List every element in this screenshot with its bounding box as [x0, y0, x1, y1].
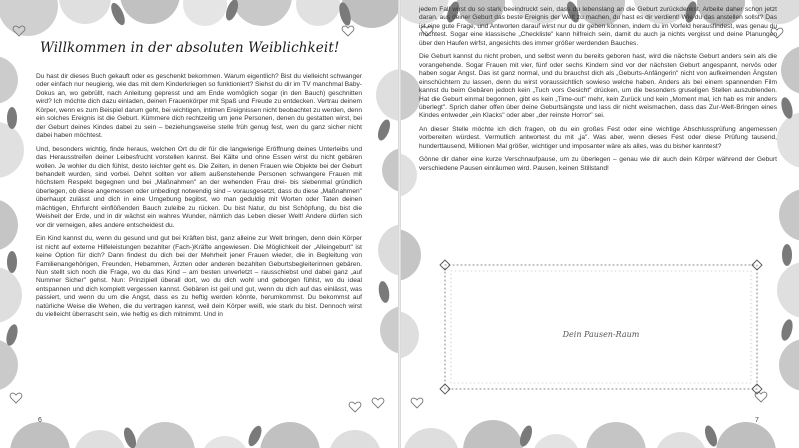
paragraph: An dieser Stelle möchte ich dich fragen, ob du ein großes Fest oder eine wichtige Abschlussprüfung angemessen vorbereiten würdest. Vermutlich antwortest du mit „ja". Was aber, wenn dieses Fest oder diese Prüfung tausend, hunderttausend, Millionen Mal größer, wichtiger und imposanter wäre als alles, was du bisher kanntest? — [419, 125, 777, 150]
right-page — [401, 0, 799, 448]
body-text-left — [36, 73, 362, 325]
paragraph: Ein Kind kannst du, wenn du gesund und gut bei Kräften bist, ganz alleine zur Welt bringen, denn dein Körper ist nicht auf externe Hilfeleistungen bezahlter (Fach-)Kräfte angewiesen. Die Möglichkeit der „Alleingeburt" ist keine Option für dich? Dann findest du dich bei der Mehrheit jener Frauen wieder, die in Begleitung von Familienangehörigen, Freunden, Hebammen, Ärzten oder anderen bezahlten Geburtsbegleiterinnen gebären. Nun stellt sich noch die Frage, wo du das Kind – am besten unverletzt – rausschiebst und dabei ganz „auf Nummer Sicher" gehst. Nun: Prinzipiell überall dort, wo du dich wohl und geborgen fühlst, wo du ideal entspannen und dich komplett vergessen kannst. Gebären ist geil und gut, wenn du dich auf das einlässt, was passiert, und wenn du um die Angst, dass es zu heftig werden könnte, herumkommst. Du bekommst auf natürliche Weise die Wehen, die du vertragen kannst, weil dein Körper weiß, wie stark du bist. Dennoch wirst du vielleicht überrascht sein, wie heftig es dich mitnimmt. Und in — [36, 235, 362, 319]
pause-space-frame — [437, 257, 765, 397]
page-number: 7 — [755, 417, 759, 424]
page-title: Willkommen in der absoluten Weiblichkeit! — [40, 40, 340, 56]
body-text-right — [419, 6, 777, 178]
paragraph: Du hast dir dieses Buch gekauft oder es geschenkt bekommen. Warum eigentlich? Bist du vielleicht schwanger oder einfach nur neugierig, wie das mit dem Kinderkriegen so funktioniert? Siehst du dir im TV manchmal Baby-Dokus an, wo gebrüllt, nach Anleitung gepresst und am Ende womöglich sogar (in den Bauch) geschnitten wird? Ich möchte dich dazu einladen, deinen Frauenkörper mit Spaß und Freude zu entdecken. Vertrau deinem Körper, wenn es zum Beispiel darum geht, bei wichtigen, intimen Ereignissen nicht beobachtet zu werden, denn ein solches Ereignis ist die Geburt. Kümmere dich rechtzeitig um jene Personen, denen du gestatten wirst, bei der Geburt deines Kindes dabei zu sein – beziehungsweise stelle früh genug fest, wen du ganz sicher nicht dabei haben möchtest. — [36, 73, 362, 140]
page-number: 6 — [38, 417, 42, 424]
pause-space-label: Dein Pausen-Raum — [562, 330, 640, 339]
paragraph: Die Geburt kannst du nicht proben, und selbst wenn du bereits geboren hast, wird die nächste Geburt anders sein als die vorangehende. Sogar Frauen mit vier, fünf oder sechs Kindern sind vor der nächsten Geburt angespannt, nervös oder haben sogar Angst. Das ist ganz normal, und du brauchst dich als „Geburts-Anfängerin" nicht von aufkeimenden Ängsten einschüchtern zu lassen, denn du wirst voraussichtlich sowieso welche haben. Anders als bei einem spannenden Film kannst du beim Gebären jedoch kein „Tuch vors Gesicht" drücken, um die besonders gruseligen Stellen auszublenden. Hat die Geburt einmal begonnen, gibt es kein „Time-out" mehr, kein Zurück und kein „Moment mal, ich hab es mir anders überlegt". Sprich daher offen über deine Geburtsängste und lass dir nicht weismachen, dass das Zur-Welt-Bringen eines Kindes entweder „ein Klacks" oder aber „der reinste Horror" sei. — [419, 53, 777, 120]
dotted-frame — [437, 257, 765, 397]
paragraph: Gönne dir daher eine kurze Verschnaufpause, um zu überlegen – genau wie dir auch dein Körper während der Geburt verschiedene Pausen einräumen wird. Pausen, keinen Stillstand! — [419, 156, 777, 172]
left-page — [0, 0, 398, 448]
paragraph: Und, besonders wichtig, finde heraus, welchen Ort du dir für die langwierige Eröffnung deines Unterleibs und das Herausstreifen deiner Leibesfrucht vorstellen kannst. Bei Kälte und ohne Essen wirst du nicht gebären wollen. Je wohler du dich fühlst, desto leichter geht es. Die Zeiten, in denen Frauen wie Objekte bei der Geburt behandelt wurden, sind vorbei. Dehnt sollten vor allem außenstehende Personen schwangere Frauen mit höchstem Respekt begegnen und bei „Maßnahmen" an der wehenden Frau drei- bis siebenmal gründlich überlegen, ob diese angemessen oder unbedingt notwendig sind – vorausgesetzt, dass du diese „Maßnahmen" überhaupt zulässt und dich in eine Umgebung begibst, wo man geduldig mit Worten oder Taten deinen mächtigen, Ehrfurcht einflößenden Bauch zuleibe zu rücken. Du bist Natur, du bist Schöpfung, du bist die Weisheit der Erde, und in dir wächst ein wahres Wunder, nämlich das Leben dieser Welt! Andere dürfen sich vor dir verneigen, alles andere entscheidest du. — [36, 145, 362, 229]
paragraph: jedem Fall wirst du so stark beeindruckt sein, dass du lebenslang an die Geburt zurückdenkst. Arbeite daher schon jetzt daran, aus deiner Geburt das beste Ereignis der Welt zu machen, du hast es dir verdient! Wie du das anstellen sollst? Das ist eine gute Frage, und Antworten darauf wirst nur du dir geben können, indem du im Vorfeld herausfindest, was genau du möchtest. Sogar eine klassische „Checkliste" kann hilfreich sein, damit du auch ja nichts vergisst und deine Planungen über den Haufen wirfst, angesichts des immer größer werdenden Bauches. — [419, 6, 777, 47]
